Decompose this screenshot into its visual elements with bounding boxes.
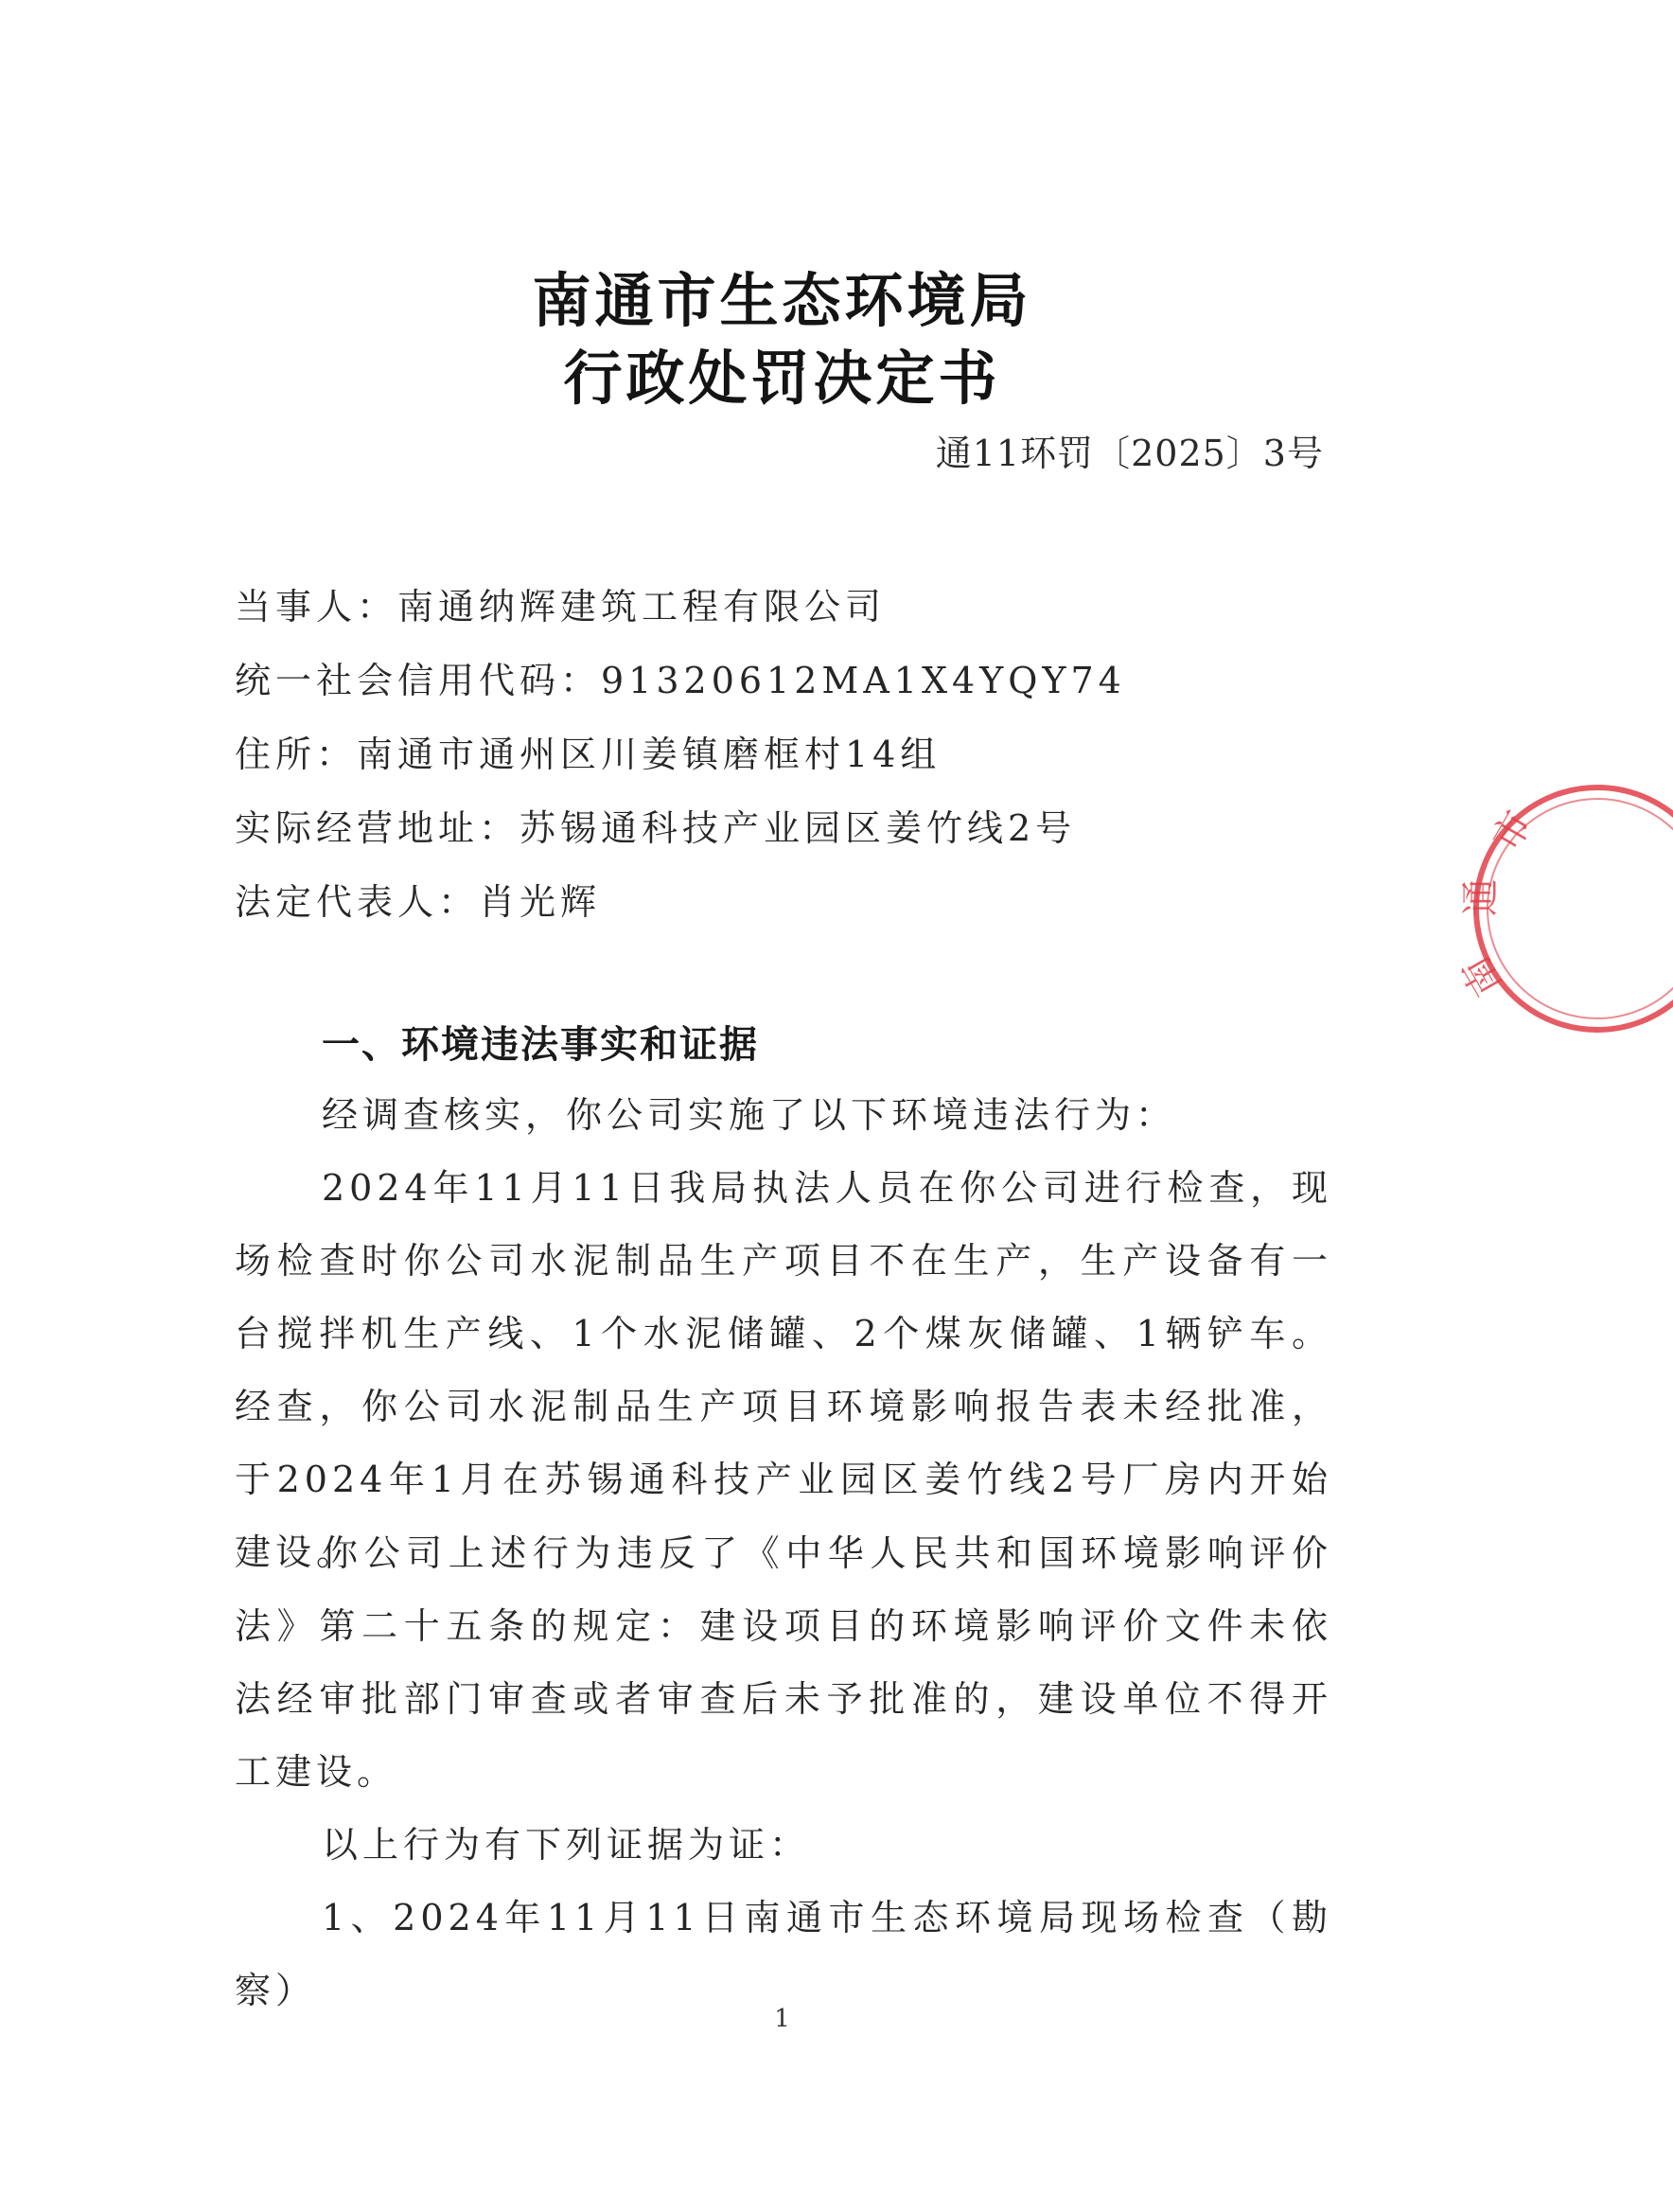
party-name: 当事人：南通纳辉建筑工程有限公司	[235, 586, 887, 628]
paragraph-facts: 2024年11月11日我局执法人员在你公司进行检查，现场检查时你公司水泥制品生产项目不在生产，生产设备有一台搅拌机生产线、1个水泥储罐、2个煤灰储罐、1辆铲车。经查，你公司水泥制品生产项目环境影响报告表未经批准，于2024年1月在苏锡通科技产业园区姜竹线2号厂房内开始建设。	[235, 1167, 1332, 1573]
document-number: 通11环罚〔2025〕3号	[935, 433, 1324, 474]
svg-text:通: 通	[1459, 878, 1503, 916]
paragraph-violation: 你公司上述行为违反了《中华人民共和国环境影响评价法》第二十五条的规定：建设项目的环境影响评价文件未依法经审批部门审查或者审查后未予批准的，建设单位不得开工建设。	[235, 1532, 1332, 1793]
official-seal-stamp	[1453, 767, 1673, 1051]
document-title-agency: 南通市生态环境局	[532, 266, 1032, 335]
svg-text:市: 市	[1484, 804, 1541, 858]
document-title-type: 行政处罚决定书	[563, 344, 1001, 413]
svg-text:南: 南	[1453, 948, 1511, 1003]
section-heading: 一、环境违法事实和证据	[322, 1022, 759, 1067]
page-number: 1	[774, 2005, 790, 2033]
party-legal-representative: 法定代表人：肖光辉	[235, 881, 602, 923]
party-business-address: 实际经营地址：苏锡通科技产业园区姜竹线2号	[235, 807, 1077, 849]
paragraph-evidence-intro: 以上行为有下列证据为证：	[322, 1824, 811, 1866]
party-credit-code: 统一社会信用代码：91320612MA1X4YQY74	[235, 660, 1126, 701]
paragraph-evidence-1: 1、2024年11月11日南通市生态环境局现场检查（勘察）	[235, 1897, 1332, 2011]
paragraph-intro: 经调查核实，你公司实施了以下环境违法行为：	[322, 1094, 1177, 1136]
party-address: 住所：南通市通州区川姜镇磨框村14组	[235, 734, 942, 775]
